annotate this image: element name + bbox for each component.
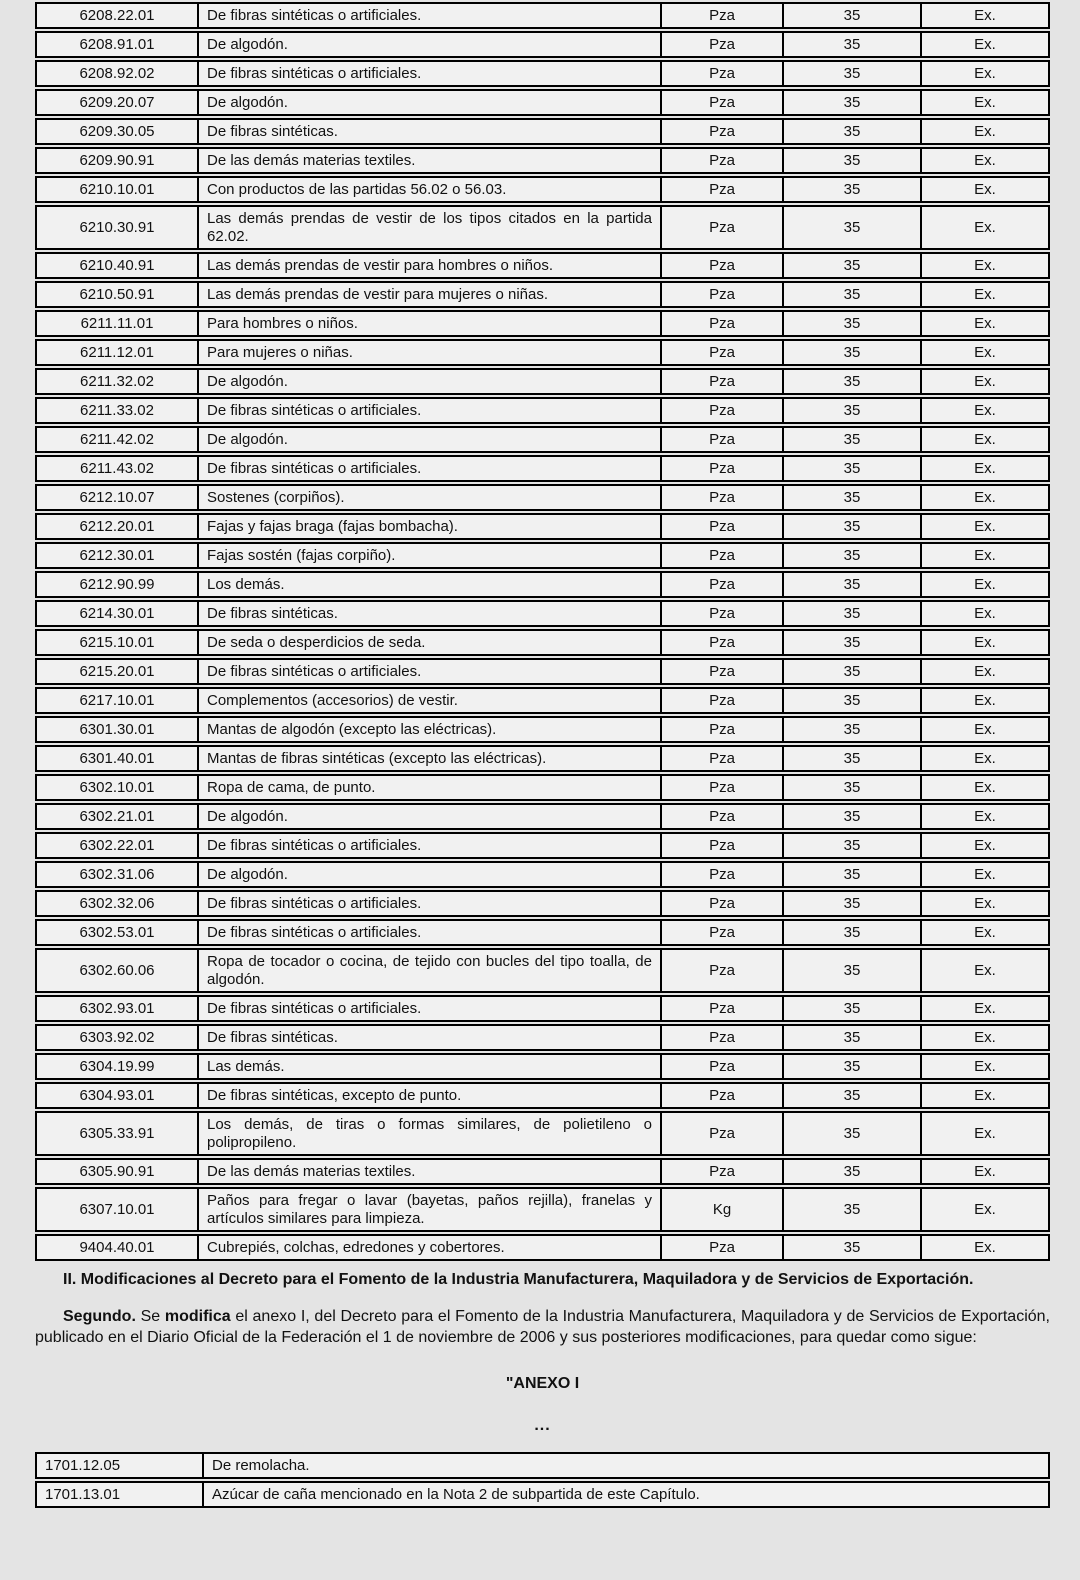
table-row <box>35 205 1050 250</box>
row-rate: 35 <box>782 120 920 143</box>
row-code: 6212.90.99 <box>79 576 155 593</box>
row-code: 6209.30.05 <box>79 123 155 140</box>
table-row <box>35 1024 1050 1051</box>
row-unit: Pza <box>660 1026 782 1049</box>
row-description: Cubrepiés, colchas, edredones y cobertores. <box>197 1236 660 1259</box>
table-row <box>35 1111 1050 1156</box>
table-row <box>35 310 1050 337</box>
table-row <box>35 147 1050 174</box>
row-rate: 35 <box>782 863 920 886</box>
row-description: De remolacha. <box>202 1454 1048 1477</box>
row-description: Mantas de fibras sintéticas (excepto las eléctricas). <box>197 747 660 770</box>
table-row <box>35 281 1050 308</box>
row-unit: Pza <box>660 747 782 770</box>
row-rate: 35 <box>782 399 920 422</box>
table-row <box>35 600 1050 627</box>
row-duty: Ex. <box>920 91 1048 114</box>
row-unit: Pza <box>660 718 782 741</box>
row-code: 6211.12.01 <box>80 344 154 361</box>
row-duty: Ex. <box>920 950 1048 991</box>
segundo-paragraph <box>35 1306 1050 1348</box>
row-duty: Ex. <box>920 997 1048 1020</box>
row-unit: Pza <box>660 370 782 393</box>
row-description: De fibras sintéticas o artificiales. <box>197 4 660 27</box>
row-code: 6211.43.02 <box>80 460 154 477</box>
row-rate: 35 <box>782 602 920 625</box>
row-rate: 35 <box>782 747 920 770</box>
row-code: 6211.32.02 <box>80 373 154 390</box>
row-description: Complementos (accesorios) de vestir. <box>197 689 660 712</box>
row-rate: 35 <box>782 1236 920 1259</box>
row-unit: Pza <box>660 457 782 480</box>
row-unit: Pza <box>660 950 782 991</box>
row-unit: Pza <box>660 33 782 56</box>
row-code: 6307.10.01 <box>79 1201 155 1218</box>
row-description: De algodón. <box>197 370 660 393</box>
row-code: 6217.10.01 <box>79 692 155 709</box>
table-row <box>35 1234 1050 1261</box>
row-rate: 35 <box>782 370 920 393</box>
table-row <box>35 1481 1050 1508</box>
row-code: 6212.20.01 <box>79 518 155 535</box>
row-duty: Ex. <box>920 1160 1048 1183</box>
row-description: De seda o desperdicios de seda. <box>197 631 660 654</box>
row-rate: 35 <box>782 834 920 857</box>
row-rate: 35 <box>782 486 920 509</box>
row-code: 6210.30.91 <box>79 219 155 236</box>
row-rate: 35 <box>782 341 920 364</box>
row-duty: Ex. <box>920 33 1048 56</box>
row-code: 6301.30.01 <box>79 721 155 738</box>
row-unit: Pza <box>660 997 782 1020</box>
row-description: De algodón. <box>197 863 660 886</box>
row-code: 6210.10.01 <box>79 181 155 198</box>
table-row <box>35 513 1050 540</box>
table-row <box>35 60 1050 87</box>
row-rate: 35 <box>782 283 920 306</box>
row-description: Las demás prendas de vestir para hombres o niños. <box>197 254 660 277</box>
table-row <box>35 426 1050 453</box>
row-unit: Pza <box>660 178 782 201</box>
row-duty: Ex. <box>920 62 1048 85</box>
row-description: Las demás prendas de vestir para mujeres o niñas. <box>197 283 660 306</box>
row-rate: 35 <box>782 91 920 114</box>
row-rate: 35 <box>782 1160 920 1183</box>
row-description: Las demás prendas de vestir de los tipos citados en la partida 62.02. <box>197 207 660 248</box>
table-row <box>35 31 1050 58</box>
segundo-text-2: el anexo I, del Decreto para el Fomento de la Industria Manufacturera, Maquiladora y de Servicios de Exportación, publicado en el Diario Oficial de la Federación el 1 de noviembre de 2006 y sus posteriores modificaciones, para quedar como sigue: <box>35 1308 1050 1346</box>
row-description: De fibras sintéticas, excepto de punto. <box>197 1084 660 1107</box>
row-description: De fibras sintéticas o artificiales. <box>197 997 660 1020</box>
row-description: De fibras sintéticas o artificiales. <box>197 834 660 857</box>
row-unit: Pza <box>660 1084 782 1107</box>
row-duty: Ex. <box>920 120 1048 143</box>
row-code: 9404.40.01 <box>79 1239 155 1256</box>
row-unit: Pza <box>660 428 782 451</box>
row-unit: Pza <box>660 805 782 828</box>
table-row <box>35 89 1050 116</box>
row-description: De fibras sintéticas o artificiales. <box>197 892 660 915</box>
row-unit: Pza <box>660 544 782 567</box>
row-code: 6302.93.01 <box>79 1000 155 1017</box>
row-unit: Pza <box>660 62 782 85</box>
table-row <box>35 995 1050 1022</box>
row-rate: 35 <box>782 33 920 56</box>
row-description: Para hombres o niños. <box>197 312 660 335</box>
row-code: 6302.53.01 <box>79 924 155 941</box>
row-code: 6301.40.01 <box>79 750 155 767</box>
row-code: 6211.33.02 <box>80 402 154 419</box>
table-row <box>35 629 1050 656</box>
table-row <box>35 397 1050 424</box>
section-ii-heading <box>35 1269 1050 1290</box>
row-rate: 35 <box>782 1084 920 1107</box>
table-row <box>35 252 1050 279</box>
row-description: Paños para fregar o lavar (bayetas, paños rejilla), franelas y artículos similares para limpieza. <box>197 1189 660 1230</box>
anexo-title: "ANEXO I <box>505 1375 580 1392</box>
table-row <box>35 745 1050 772</box>
row-duty: Ex. <box>920 863 1048 886</box>
table-row <box>35 339 1050 366</box>
row-duty: Ex. <box>920 1055 1048 1078</box>
table-row <box>35 484 1050 511</box>
row-rate: 35 <box>782 631 920 654</box>
table-row <box>35 1082 1050 1109</box>
row-duty: Ex. <box>920 254 1048 277</box>
row-description: De las demás materias textiles. <box>197 1160 660 1183</box>
row-unit: Pza <box>660 254 782 277</box>
row-duty: Ex. <box>920 892 1048 915</box>
row-duty: Ex. <box>920 718 1048 741</box>
row-rate: 35 <box>782 207 920 248</box>
row-code: 6304.93.01 <box>79 1087 155 1104</box>
row-rate: 35 <box>782 1026 920 1049</box>
row-duty: Ex. <box>920 370 1048 393</box>
row-unit: Pza <box>660 207 782 248</box>
row-rate: 35 <box>782 457 920 480</box>
row-rate: 35 <box>782 1113 920 1154</box>
row-unit: Pza <box>660 91 782 114</box>
table-row <box>35 716 1050 743</box>
row-rate: 35 <box>782 62 920 85</box>
row-duty: Ex. <box>920 660 1048 683</box>
row-code: 6215.20.01 <box>79 663 155 680</box>
row-description: De fibras sintéticas. <box>197 1026 660 1049</box>
row-code: 6211.42.02 <box>80 431 154 448</box>
row-description: De fibras sintéticas o artificiales. <box>197 921 660 944</box>
row-description: Para mujeres o niñas. <box>197 341 660 364</box>
row-unit: Pza <box>660 486 782 509</box>
row-unit: Pza <box>660 515 782 538</box>
row-duty: Ex. <box>920 515 1048 538</box>
row-rate: 35 <box>782 997 920 1020</box>
row-duty: Ex. <box>920 573 1048 596</box>
row-duty: Ex. <box>920 1189 1048 1230</box>
row-code: 6302.10.01 <box>79 779 155 796</box>
row-unit: Pza <box>660 921 782 944</box>
row-rate: 35 <box>782 689 920 712</box>
segundo-lead: Segundo. <box>63 1308 136 1325</box>
row-description: Sostenes (corpiños). <box>197 486 660 509</box>
row-description: Fajas sostén (fajas corpiño). <box>197 544 660 567</box>
row-description: Mantas de algodón (excepto las eléctricas). <box>197 718 660 741</box>
table-row <box>35 1053 1050 1080</box>
row-rate: 35 <box>782 660 920 683</box>
row-rate: 35 <box>782 544 920 567</box>
table-row <box>35 118 1050 145</box>
row-duty: Ex. <box>920 1236 1048 1259</box>
table-row <box>35 1158 1050 1185</box>
row-code: 1701.13.01 <box>45 1486 121 1503</box>
row-duty: Ex. <box>920 457 1048 480</box>
row-unit: Pza <box>660 892 782 915</box>
row-unit: Pza <box>660 660 782 683</box>
tariff-table <box>35 2 1050 1261</box>
row-code: 6212.10.07 <box>79 489 155 506</box>
row-description: Fajas y fajas braga (fajas bombacha). <box>197 515 660 538</box>
row-duty: Ex. <box>920 747 1048 770</box>
row-description: Los demás, de tiras o formas similares, de polietileno o polipropileno. <box>197 1113 660 1154</box>
row-duty: Ex. <box>920 776 1048 799</box>
row-unit: Pza <box>660 776 782 799</box>
row-rate: 35 <box>782 428 920 451</box>
row-code: 6211.11.01 <box>80 315 154 332</box>
row-description: De algodón. <box>197 428 660 451</box>
row-description: De fibras sintéticas. <box>197 120 660 143</box>
row-unit: Pza <box>660 399 782 422</box>
row-duty: Ex. <box>920 4 1048 27</box>
row-unit: Pza <box>660 341 782 364</box>
table-row <box>35 1187 1050 1232</box>
row-rate: 35 <box>782 4 920 27</box>
row-description: Ropa de tocador o cocina, de tejido con bucles del tipo toalla, de algodón. <box>197 950 660 991</box>
row-description: Con productos de las partidas 56.02 o 56.03. <box>197 178 660 201</box>
table-row <box>35 542 1050 569</box>
row-duty: Ex. <box>920 399 1048 422</box>
row-code: 6208.91.01 <box>79 36 155 53</box>
row-rate: 35 <box>782 805 920 828</box>
table-row <box>35 368 1050 395</box>
row-duty: Ex. <box>920 544 1048 567</box>
row-code: 6208.92.02 <box>79 65 155 82</box>
row-code: 6209.20.07 <box>79 94 155 111</box>
row-duty: Ex. <box>920 486 1048 509</box>
row-unit: Pza <box>660 573 782 596</box>
row-code: 6210.40.91 <box>79 257 155 274</box>
row-description: De fibras sintéticas o artificiales. <box>197 457 660 480</box>
row-rate: 35 <box>782 921 920 944</box>
table-row <box>35 1452 1050 1479</box>
row-duty: Ex. <box>920 1084 1048 1107</box>
row-unit: Pza <box>660 631 782 654</box>
table-row <box>35 176 1050 203</box>
row-description: De fibras sintéticas o artificiales. <box>197 660 660 683</box>
row-rate: 35 <box>782 178 920 201</box>
table-row <box>35 2 1050 29</box>
annex-table <box>35 1452 1050 1508</box>
row-rate: 35 <box>782 1055 920 1078</box>
row-description: Los demás. <box>197 573 660 596</box>
row-unit: Pza <box>660 602 782 625</box>
row-rate: 35 <box>782 312 920 335</box>
row-rate: 35 <box>782 892 920 915</box>
row-unit: Pza <box>660 689 782 712</box>
row-unit: Pza <box>660 4 782 27</box>
row-code: 6302.32.06 <box>79 895 155 912</box>
row-rate: 35 <box>782 718 920 741</box>
row-code: 6209.90.91 <box>79 152 155 169</box>
table-row <box>35 890 1050 917</box>
row-duty: Ex. <box>920 178 1048 201</box>
row-unit: Pza <box>660 312 782 335</box>
row-description: De fibras sintéticas o artificiales. <box>197 62 660 85</box>
table-row <box>35 803 1050 830</box>
row-duty: Ex. <box>920 341 1048 364</box>
segundo-text-1: Se <box>135 1308 165 1325</box>
row-description: De algodón. <box>197 33 660 56</box>
row-duty: Ex. <box>920 1113 1048 1154</box>
table-row <box>35 832 1050 859</box>
row-code: 6302.21.01 <box>79 808 155 825</box>
row-description: Azúcar de caña mencionado en la Nota 2 de subpartida de este Capítulo. <box>202 1483 1048 1506</box>
row-unit: Pza <box>660 120 782 143</box>
row-rate: 35 <box>782 515 920 538</box>
row-duty: Ex. <box>920 834 1048 857</box>
row-code: 6303.92.02 <box>79 1029 155 1046</box>
row-unit: Pza <box>660 1236 782 1259</box>
row-code: 6302.22.01 <box>79 837 155 854</box>
ellipsis-marker: ... <box>534 1417 551 1434</box>
row-code: 6302.60.06 <box>79 962 155 979</box>
table-row <box>35 948 1050 993</box>
row-unit: Pza <box>660 1055 782 1078</box>
row-duty: Ex. <box>920 689 1048 712</box>
row-duty: Ex. <box>920 602 1048 625</box>
row-description: De fibras sintéticas o artificiales. <box>197 399 660 422</box>
row-rate: 35 <box>782 573 920 596</box>
table-row <box>35 658 1050 685</box>
row-code: 6304.19.99 <box>79 1058 155 1075</box>
row-duty: Ex. <box>920 921 1048 944</box>
row-code: 6305.90.91 <box>79 1163 155 1180</box>
row-rate: 35 <box>782 776 920 799</box>
table-row <box>35 861 1050 888</box>
row-code: 6208.22.01 <box>79 7 155 24</box>
row-rate: 35 <box>782 254 920 277</box>
row-duty: Ex. <box>920 283 1048 306</box>
row-code: 6215.10.01 <box>79 634 155 651</box>
row-code: 1701.12.05 <box>45 1457 121 1474</box>
row-duty: Ex. <box>920 631 1048 654</box>
row-rate: 35 <box>782 950 920 991</box>
row-description: Ropa de cama, de punto. <box>197 776 660 799</box>
row-unit: Pza <box>660 863 782 886</box>
row-duty: Ex. <box>920 312 1048 335</box>
table-row <box>35 774 1050 801</box>
row-unit: Pza <box>660 149 782 172</box>
row-unit: Pza <box>660 1160 782 1183</box>
row-duty: Ex. <box>920 805 1048 828</box>
row-duty: Ex. <box>920 1026 1048 1049</box>
row-code: 6305.33.91 <box>79 1125 155 1142</box>
row-unit: Kg <box>660 1189 782 1230</box>
row-code: 6212.30.01 <box>79 547 155 564</box>
segundo-bold-word: modifica <box>164 1308 231 1325</box>
row-description: De algodón. <box>197 91 660 114</box>
row-description: De fibras sintéticas. <box>197 602 660 625</box>
row-code: 6302.31.06 <box>79 866 155 883</box>
table-row <box>35 687 1050 714</box>
row-duty: Ex. <box>920 207 1048 248</box>
section-ii-text: II. Modificaciones al Decreto para el Fomento de la Industria Manufacturera, Maquiladora y de Servicios de Exportación. <box>63 1271 974 1288</box>
row-unit: Pza <box>660 1113 782 1154</box>
row-duty: Ex. <box>920 428 1048 451</box>
table-row <box>35 919 1050 946</box>
table-row <box>35 571 1050 598</box>
table-row <box>35 455 1050 482</box>
row-rate: 35 <box>782 1189 920 1230</box>
row-code: 6210.50.91 <box>79 286 155 303</box>
row-unit: Pza <box>660 834 782 857</box>
row-description: De las demás materias textiles. <box>197 149 660 172</box>
row-description: Las demás. <box>197 1055 660 1078</box>
row-unit: Pza <box>660 283 782 306</box>
row-code: 6214.30.01 <box>79 605 155 622</box>
row-duty: Ex. <box>920 149 1048 172</box>
row-description: De algodón. <box>197 805 660 828</box>
row-rate: 35 <box>782 149 920 172</box>
